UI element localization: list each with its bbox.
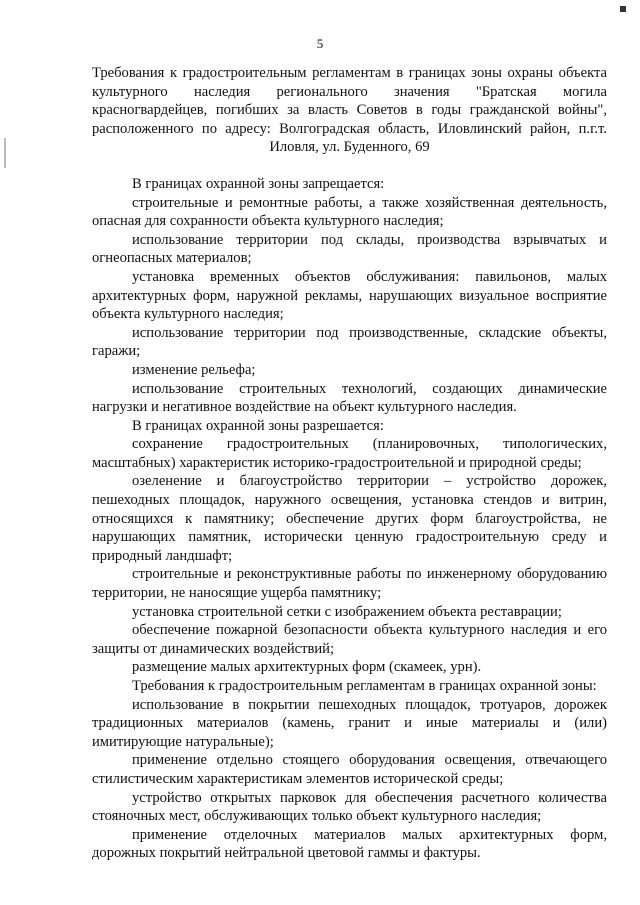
paragraph: установка временных объектов обслуживания: павильонов, малых архитектурных форм, наружной рекламы, нарушающих визуальное восприятие объекта культурного наследия; xyxy=(92,268,607,323)
paragraph: сохранение градостроительных (планировочных, типологических, масштабных) характеристик историко-градостроительной и природной среды; xyxy=(92,436,607,471)
paragraph: строительные и ремонтные работы, а также хозяйственная деятельность, опасная для сохранности объекта культурного наследия; xyxy=(92,194,607,230)
paragraph: В границах охранной зоны запрещается: xyxy=(132,175,385,192)
paragraph: озеленение и благоустройство территории – устройство дорожек, пешеходных площадок, наружного освещения, установка стендов и витрин, относящихся к памятнику; обеспечение других форм благоустройства, не нарушающих памятник, исторически ценную градостроительную среду и природный ландшафт; xyxy=(92,473,607,564)
paragraph: применение отдельно стоящего оборудования освещения, отвечающего стилистическим характеристикам элементов исторической среды; xyxy=(92,752,607,787)
paragraph: Требования к градостроительным регламентам в границах охранной зоны: xyxy=(132,678,597,694)
paragraph: обеспечение пожарной безопасности объекта культурного наследия и его защиты от динамических воздействий; xyxy=(92,622,607,657)
paragraph: строительные и реконструктивные работы по инженерному оборудованию территории, не наносящие ущерба памятнику; xyxy=(92,566,607,602)
paragraph: использование в покрытии пешеходных площадок, тротуаров, дорожек традиционных материалов (камень, гранит и иные материалы и (или) имитирующие натуральные); xyxy=(92,696,607,750)
paragraph: размещение малых архитектурных форм (скамеек, урн). xyxy=(132,659,482,676)
paragraph: изменение рельефа; xyxy=(132,361,256,378)
paragraph: применение отделочных материалов малых архитектурных форм, дорожных покрытий нейтральной цветовой гаммы и фактуры. xyxy=(92,826,607,862)
paragraph: В границах охранной зоны разрешается: xyxy=(132,417,384,434)
paragraph: установка строительной сетки с изображением объекта реставрации; xyxy=(132,603,562,620)
paragraph: устройство открытых парковок для обеспечения расчетного количества стояночных мест, обслуживающих только объект культурного наследия; xyxy=(92,789,607,825)
page-number: 5 xyxy=(316,36,324,51)
scan-edge-mark xyxy=(4,138,6,168)
document-title: Требования к градостроительным регламентам в границах зоны охраны объекта культурного наследия регионального значения "Братская могила красногвардейцев, погибших за власть Советов в годы гражданской войны", расположенного по адресу: Волгоградская область, Иловлинский район, п.г.т. Иловля, ул. Буденного, 69 xyxy=(92,65,607,156)
scan-corner-mark xyxy=(620,6,626,12)
paragraph: использование территории под производственные, складские объекты, гаражи; xyxy=(92,324,607,360)
document-body xyxy=(92,64,607,863)
paragraph: использование строительных технологий, создающих динамические нагрузки и негативное воздействие на объект культурного наследия. xyxy=(92,380,607,416)
paragraph: использование территории под склады, производства взрывчатых и огнеопасных материалов; xyxy=(92,231,607,267)
